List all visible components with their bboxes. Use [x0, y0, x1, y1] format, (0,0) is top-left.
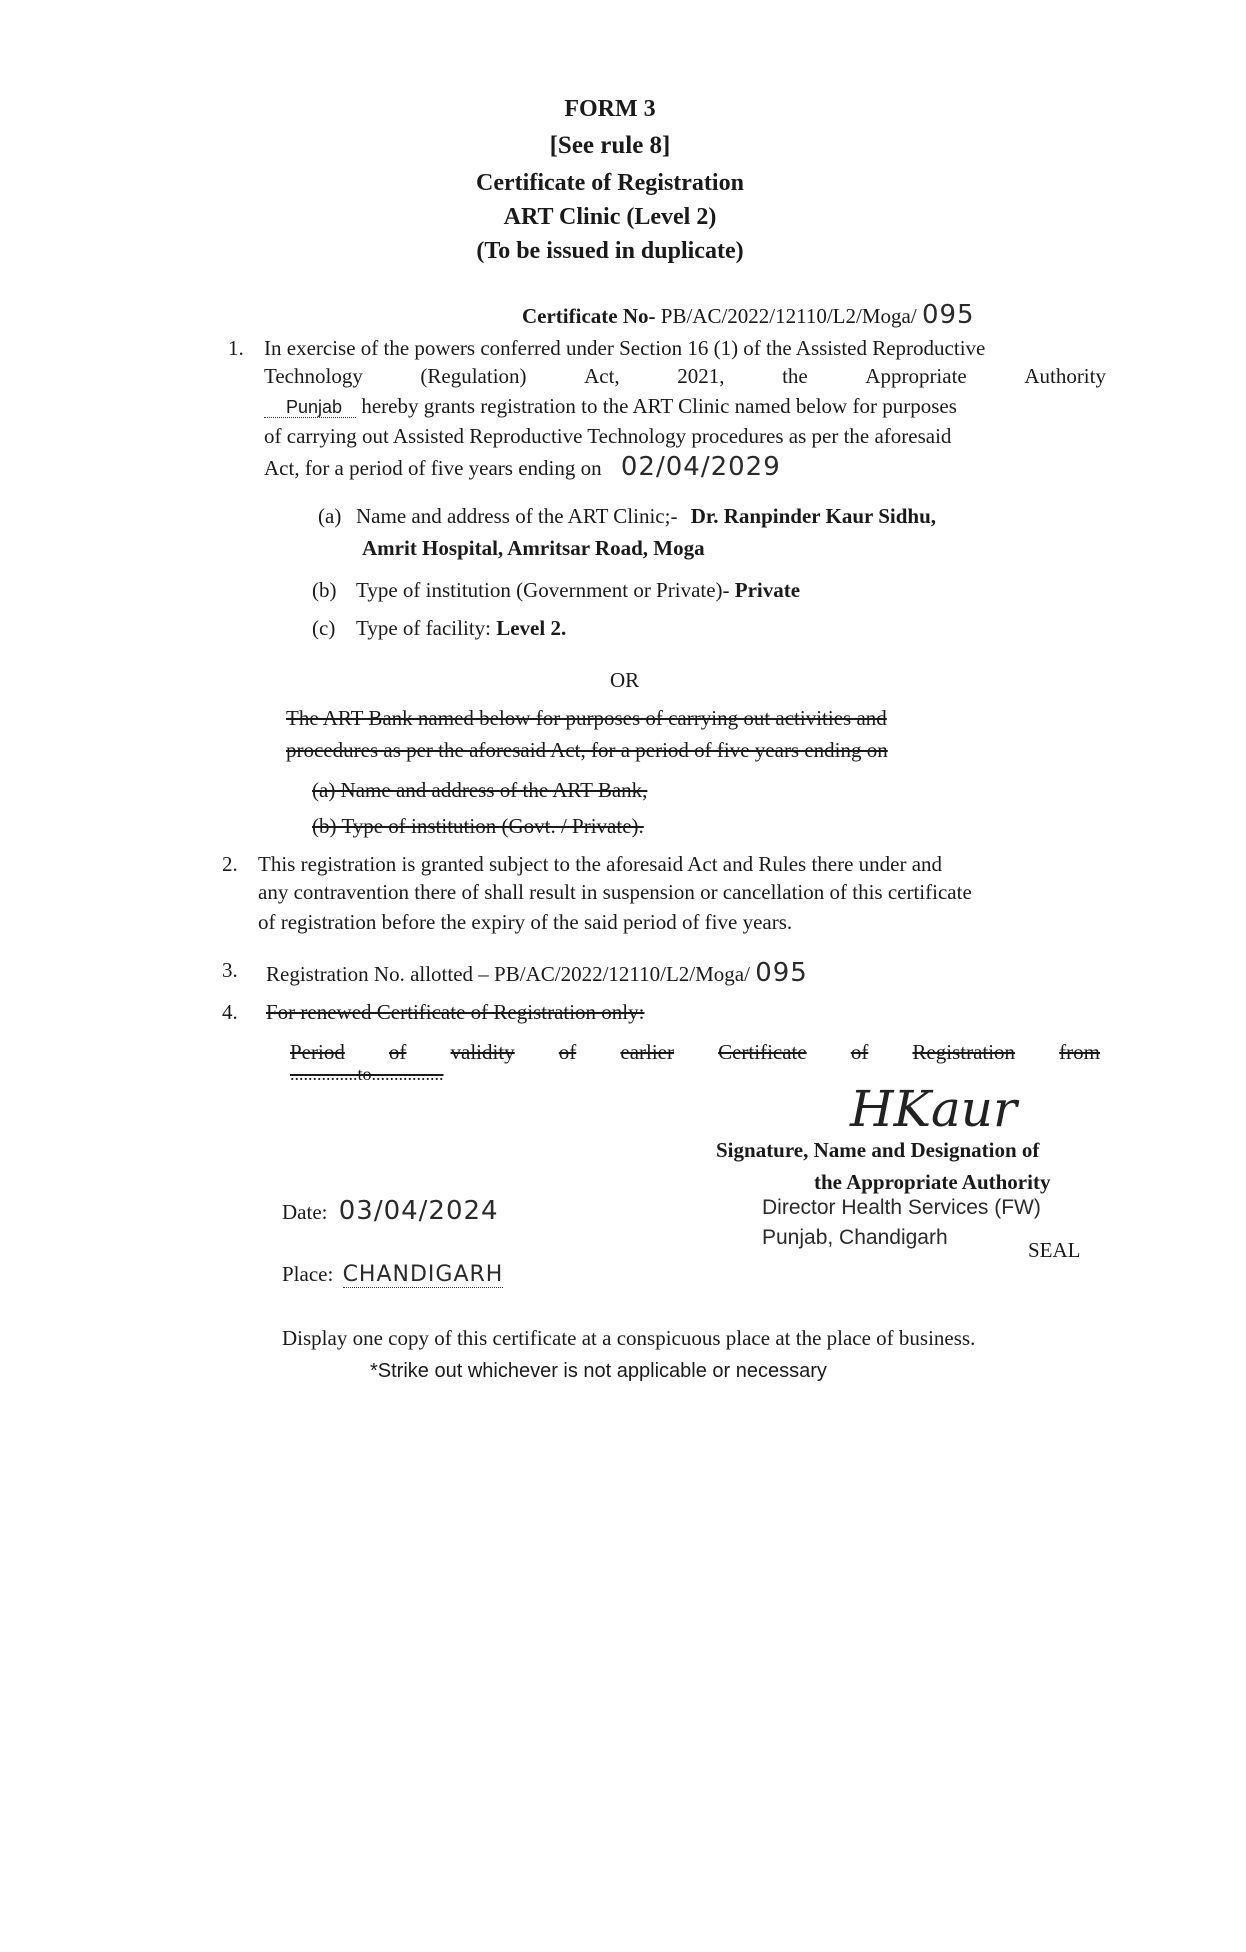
word: the [782, 364, 808, 388]
item1-c-text: Type of facility: [356, 616, 491, 640]
certificate-number: PB/AC/2022/12110/L2/Moga/ [660, 304, 917, 328]
word: Period [290, 1040, 345, 1064]
word: Technology [264, 364, 363, 388]
item1-line5 [264, 452, 781, 482]
word: Appropriate [865, 364, 967, 388]
word: earlier [620, 1040, 674, 1064]
facility-type: Level 2. [496, 616, 567, 640]
certificate-number-label: Certificate No- [522, 304, 656, 328]
item3 [266, 958, 808, 988]
date-line [282, 1196, 499, 1226]
rule-reference: [See rule 8] [549, 132, 671, 159]
place-value: CHANDIGARH [342, 1262, 504, 1287]
item1-line4: of carrying out Assisted Reproductive Technology procedures as per the aforesaid [264, 424, 952, 448]
signature-caption-line2: the Appropriate Authority [814, 1170, 1051, 1194]
certificate-number-handwritten: 095 [921, 300, 975, 330]
item4-line1: For renewed Certificate of Registration only: [266, 1000, 645, 1024]
form-number: FORM 3 [564, 96, 656, 122]
item1-number: 1. [228, 336, 244, 360]
item4-number: 4. [222, 1000, 238, 1024]
item1-b-text: Type of institution (Government or Private)- [356, 578, 730, 602]
word: of [850, 1040, 869, 1064]
word: (Regulation) [420, 364, 527, 388]
bank-b: (b) Type of institution (Govt. / Private). [312, 814, 644, 838]
certificate-subtitle: ART Clinic (Level 2) [503, 204, 717, 230]
item2-line2: any contravention there of shall result in suspension or cancellation of this certificate [258, 880, 972, 904]
certificate-title: Certificate of Registration [476, 170, 744, 196]
item2-line3: of registration before the expiry of the said period of five years. [258, 910, 793, 934]
item1-line3-text: hereby grants registration to the ART Clinic named below for purposes [361, 394, 957, 418]
authority-fill: Punjab [264, 397, 356, 418]
item1-b-label: (b) [312, 578, 337, 602]
item1-line1: In exercise of the powers conferred under Section 16 (1) of the Assisted Reproductive [264, 336, 986, 360]
word: of [388, 1040, 407, 1064]
or-separator: OR [610, 668, 640, 692]
place-line [282, 1262, 503, 1287]
stamp-line1: Director Health Services (FW) [762, 1196, 1041, 1219]
item1-a-label: (a) [318, 504, 342, 528]
bank-line2: procedures as per the aforesaid Act, for a period of five years ending on [286, 738, 888, 762]
signature-caption-line1: Signature, Name and Designation of [716, 1138, 1040, 1162]
display-instruction: Display one copy of this certificate at a conspicuous place at the place of business. [282, 1326, 976, 1350]
registration-number: Registration No. allotted – PB/AC/2022/12110/L2/Moga/ [266, 962, 750, 986]
item4-line2 [290, 1040, 1100, 1065]
word: of [558, 1040, 577, 1064]
stamp-line2: Punjab, Chandigarh [762, 1226, 948, 1249]
bank-line1: The ART Bank named below for purposes of carrying out activities and [286, 706, 887, 730]
word: from [1059, 1040, 1100, 1064]
duplicate-note: (To be issued in duplicate) [476, 238, 744, 264]
word: validity [450, 1040, 515, 1064]
word: Act, [584, 364, 620, 388]
item1-line2 [264, 364, 1106, 389]
word: Registration [912, 1040, 1016, 1064]
item3-number: 3. [222, 958, 238, 982]
item1-c-label: (c) [312, 616, 336, 640]
item1-b [356, 578, 800, 603]
item1-a [356, 504, 936, 529]
seal-label: SEAL [1028, 1238, 1081, 1262]
date-value: 03/04/2024 [338, 1196, 499, 1226]
word: 2021, [677, 364, 725, 388]
institution-type: Private [734, 578, 801, 602]
item1-a-text: Name and address of the ART Clinic;- [356, 504, 678, 528]
word: Certificate [718, 1040, 807, 1064]
strike-note: *Strike out whichever is not applicable or necessary [370, 1360, 827, 1382]
item2-number: 2. [222, 852, 238, 876]
end-date-handwritten: 02/04/2029 [620, 452, 781, 482]
signature-handwritten: HKaur [850, 1080, 1017, 1138]
clinic-address: Amrit Hospital, Amritsar Road, Moga [362, 536, 705, 560]
place-label: Place: [282, 1262, 334, 1286]
item1-line5-text: Act, for a period of five years ending on [264, 456, 602, 480]
item1-line3 [264, 394, 957, 419]
item4-line3: ...............to................ [290, 1064, 444, 1084]
item2-line1: This registration is granted subject to the aforesaid Act and Rules there under and [258, 852, 943, 876]
certificate-number-line [522, 300, 975, 330]
item1-c [356, 616, 566, 641]
registration-number-handwritten: 095 [755, 958, 808, 988]
clinic-name: Dr. Ranpinder Kaur Sidhu, [690, 504, 936, 528]
bank-a: (a) Name and address of the ART Bank, [312, 778, 648, 802]
word: Authority [1024, 364, 1106, 388]
date-label: Date: [282, 1200, 328, 1224]
